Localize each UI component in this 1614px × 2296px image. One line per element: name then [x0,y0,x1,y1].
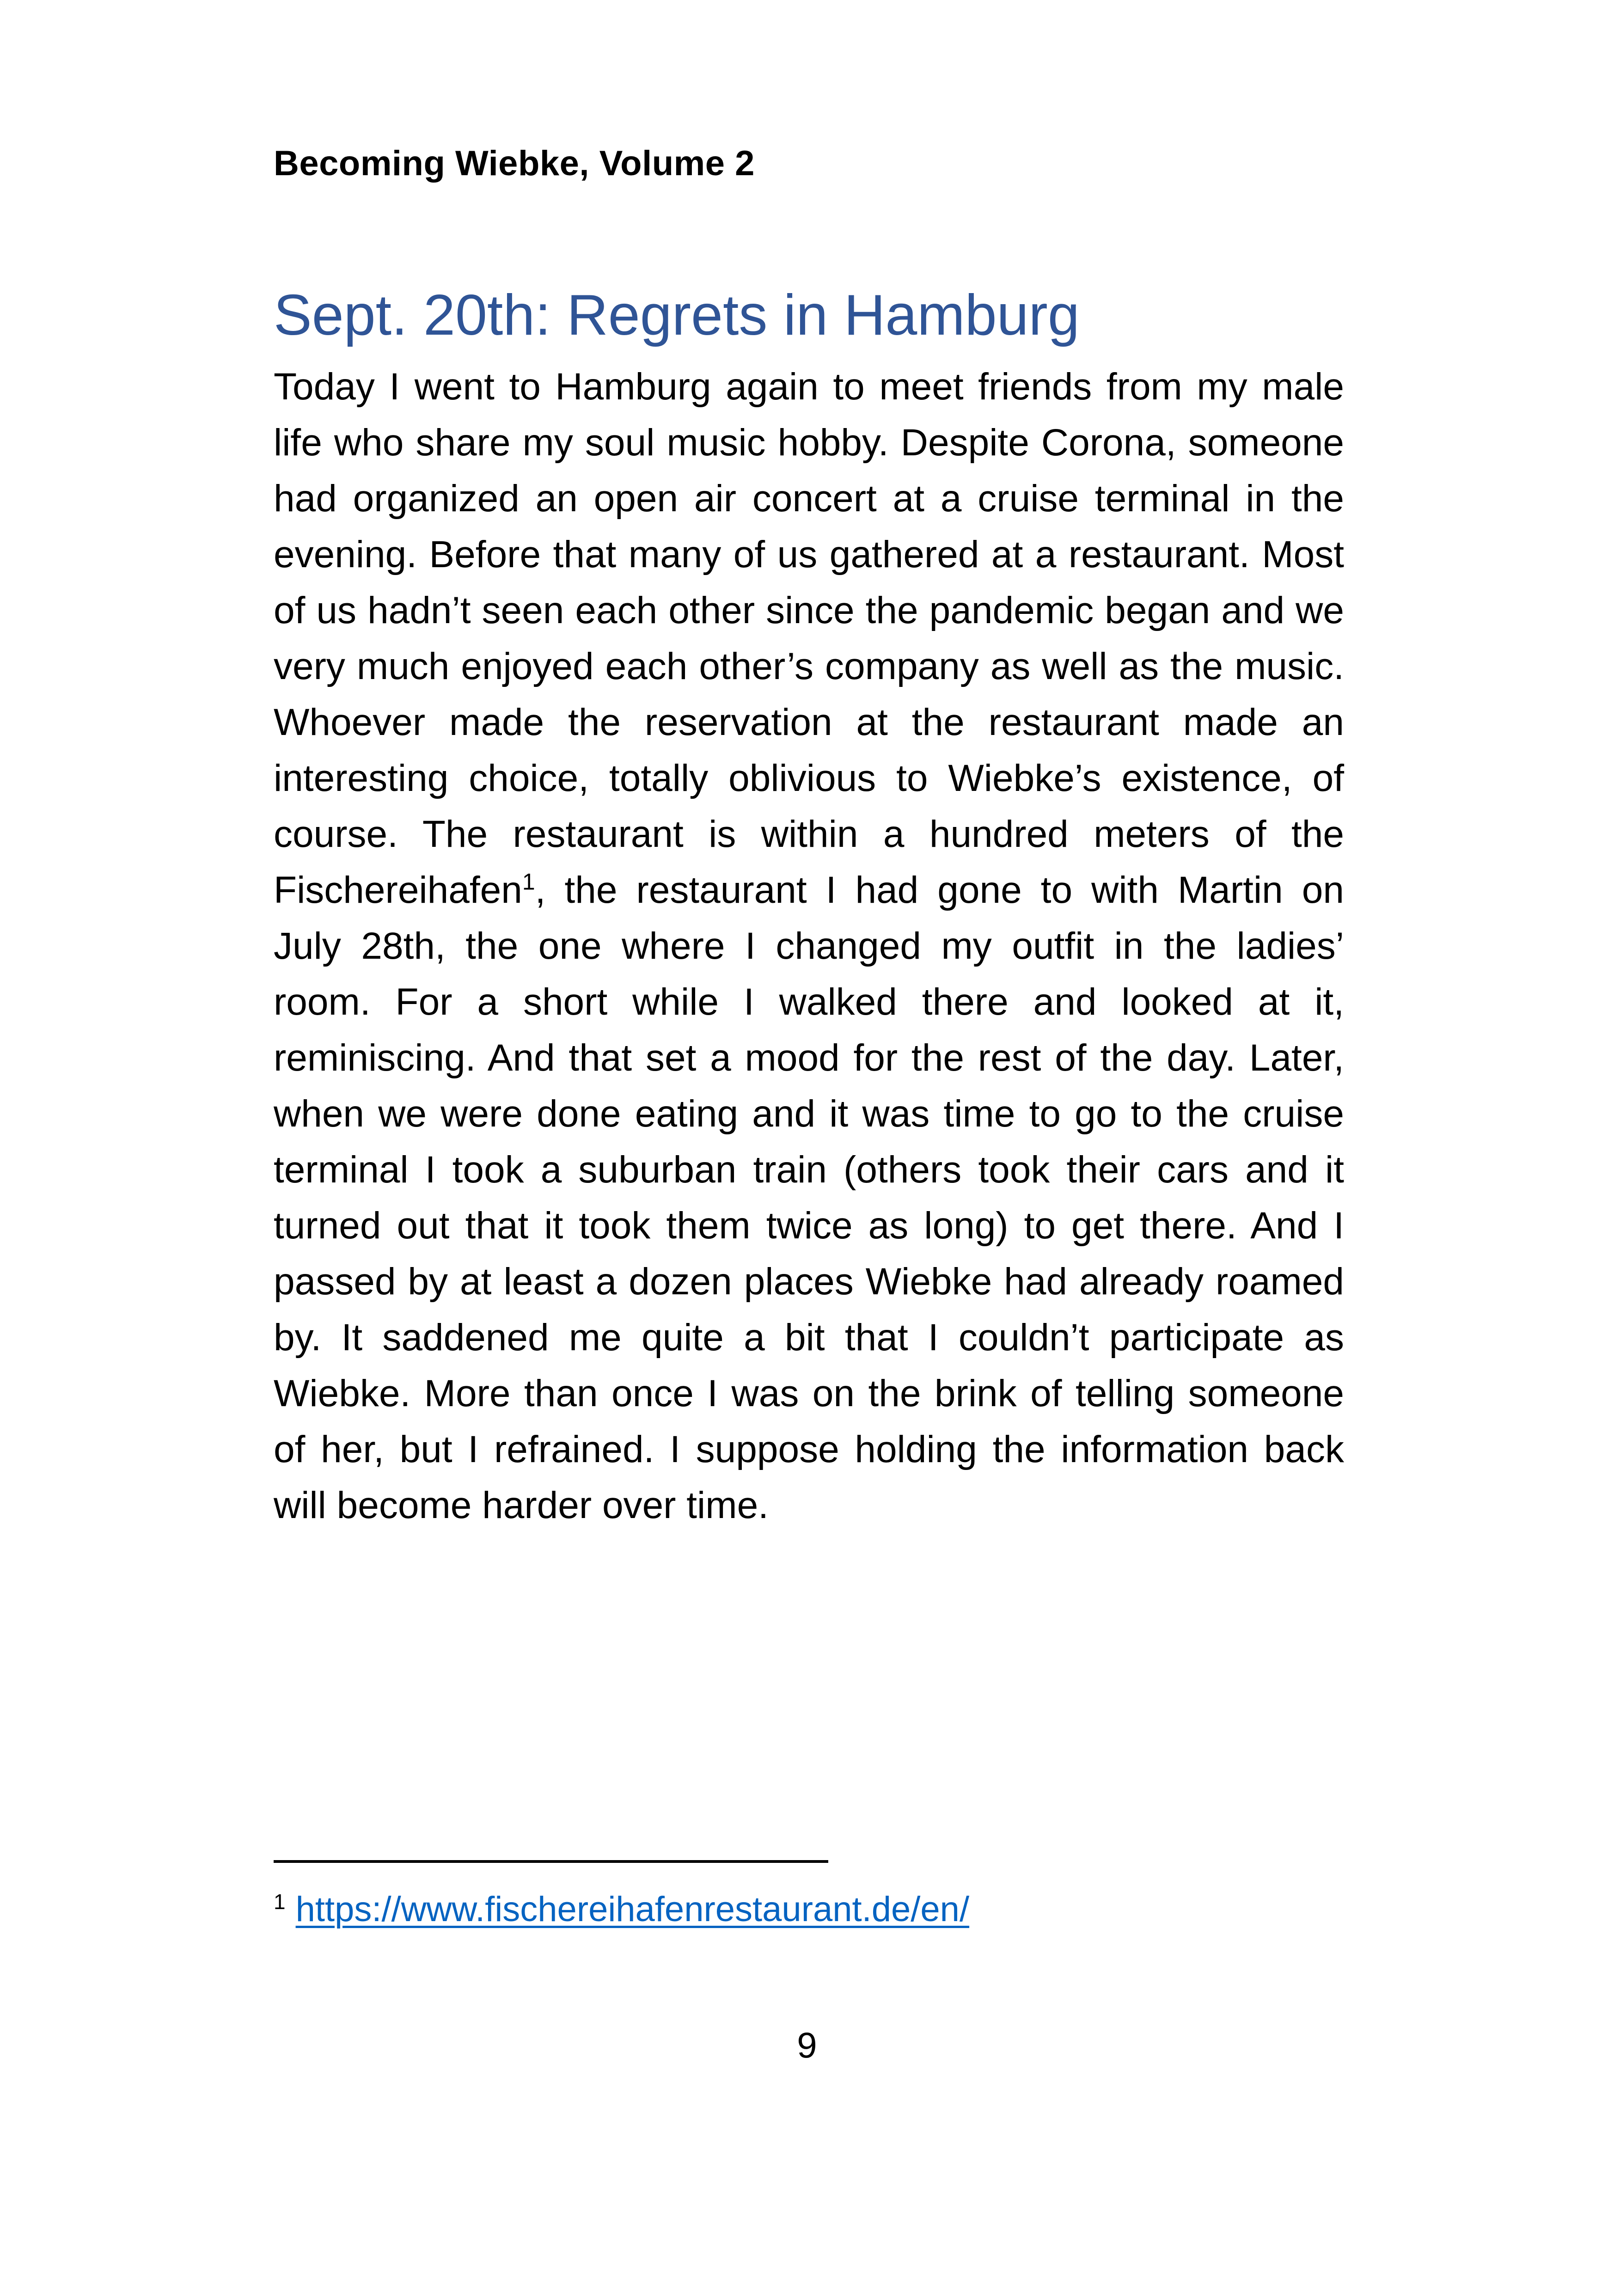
footnote-reference: 1 [522,869,535,895]
body-paragraph [274,359,1344,1533]
body-text-part-1: Today I went to Hamburg again to meet friends from my male life who share my soul music hobby. Despite Corona, someone had organized an open air concert at a cruise terminal in the evening. Before that many of us gathered at a restaurant. Most of us hadn’t seen each other since the pandemic began and we very much enjoyed each other’s company as well as the music. Whoever made the reservation at the restaurant made an interesting choice, totally oblivious to Wiebke’s existence, of course. The restaurant is within a hundred meters of the Fischereihafen [274,366,1344,911]
body-text-part-2: , the restaurant I had gone to with Martin on July 28th, the one where I changed my outfit in the ladies’ room. For a short while I walked there and looked at it, reminiscing. And that set a mood for the rest of the day. Later, when we were done eating and it was time to go to the cruise terminal I took a suburban train (others took their cars and it turned out that it took them twice as long) to get there. And I passed by at least a dozen places Wiebke had already roamed by. It saddened me quite a bit that I couldn’t participate as Wiebke. More than once I was on the brink of telling someone of her, but I refrained. I suppose holding the information back will become harder over time. [274,869,1344,1526]
footnote-mark: 1 [274,1889,286,1914]
footnote-separator [274,1860,828,1863]
footnote-link[interactable]: https://www.fischereihafenrestaurant.de/en/ [295,1890,970,1929]
running-header: Becoming Wiebke, Volume 2 [274,144,755,183]
page-number: 9 [797,2025,817,2065]
footnote [274,1888,969,1930]
chapter-title: Sept. 20th: Regrets in Hamburg [274,283,1080,347]
